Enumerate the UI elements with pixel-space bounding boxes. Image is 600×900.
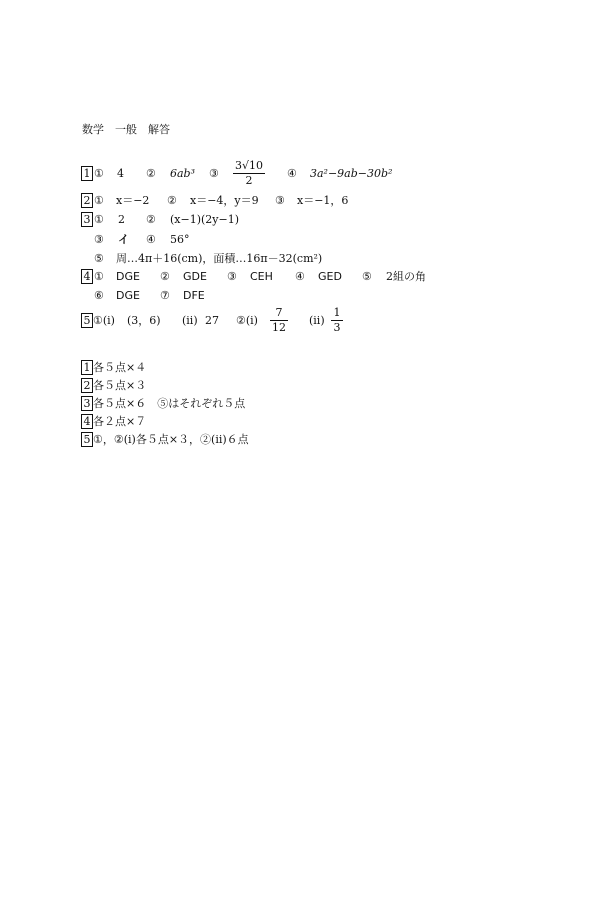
answer-marker: ③ [209,167,219,180]
answer-value: 2組の角 [386,270,426,283]
scoring-text: 各５点×６ ⑤はそれぞれ５点 [93,397,246,410]
answer-marker: ② [146,167,156,180]
question-number-box: 3 [81,212,93,227]
answer-marker: ① [94,213,104,226]
answer-value: 3a²−9ab−30b² [310,167,393,180]
answer-value: 27 [205,314,219,327]
answer-marker: ①(i) [93,314,115,327]
page-title: 数学 一般 解答 [82,123,170,136]
answer-value: GDE [183,270,207,283]
fraction-numerator: 3√10 [234,159,263,172]
answer-marker: ⑦ [160,289,170,302]
scoring-text: ①，②(i)各５点×３，②(ii)６点 [93,433,249,446]
answer-value: イ [118,233,129,246]
fraction-denominator: 12 [272,321,286,334]
answer-marker: (ii) [182,314,198,327]
answer-value: 2 [118,213,125,226]
scoring-number-box: 1 [81,360,93,375]
answer-marker: ⑤ [362,270,372,283]
answer-value: DGE [116,289,140,302]
answer-value: 4 [117,167,124,180]
fraction-numerator: 7 [275,306,283,319]
answer-marker: ⑤ [94,252,104,265]
answer-value: x＝−2 [116,194,150,207]
question-number-box: 1 [81,166,93,181]
answer-marker: ④ [287,167,297,180]
answer-marker: ① [94,167,104,180]
question-number-box: 4 [81,269,93,284]
answer-marker: ④ [295,270,305,283]
answer-marker: ②(i) [236,314,258,327]
answer-fraction [270,307,288,334]
scoring-number-box: 2 [81,378,93,393]
answer-marker: ① [94,270,104,283]
answer-marker: (ii) [309,314,325,327]
scoring-text: 各５点×４ [93,361,147,374]
scoring-number-box: 5 [81,432,93,447]
answer-marker: ① [94,194,104,207]
fraction-numerator: 1 [333,306,341,319]
answer-value: x＝−4，y＝9 [190,194,259,207]
answer-value: 56° [170,233,190,246]
fraction-denominator: 3 [333,321,341,334]
scoring-text: 各５点×３ [93,379,147,392]
answer-marker: ② [146,213,156,226]
answer-marker: ④ [146,233,156,246]
answer-marker: ⑥ [94,289,104,302]
answer-marker: ③ [275,194,285,207]
scoring-text: 各２点×７ [93,415,147,428]
answer-marker: ③ [227,270,237,283]
fraction-denominator: 2 [245,174,253,187]
answer-fraction [233,160,265,187]
answer-value: GED [318,270,342,283]
answer-marker: ② [160,270,170,283]
answer-value: DFE [183,289,205,302]
answer-marker: ③ [94,233,104,246]
answer-fraction [331,307,343,334]
question-number-box: 5 [81,313,93,328]
scoring-number-box: 4 [81,414,93,429]
scoring-number-box: 3 [81,396,93,411]
answer-value: (x−1)(2y−1) [170,213,240,226]
answer-value: 周…4π＋16(cm)，面積…16π－32(cm²) [116,252,323,265]
answer-value: DGE [116,270,140,283]
answer-value: CEH [250,270,273,283]
answer-value: 6ab³ [170,167,196,180]
answer-value: x＝−1，6 [297,194,349,207]
answer-marker: ② [167,194,177,207]
question-number-box: 2 [81,193,93,208]
answer-value: (3，6) [127,314,161,327]
